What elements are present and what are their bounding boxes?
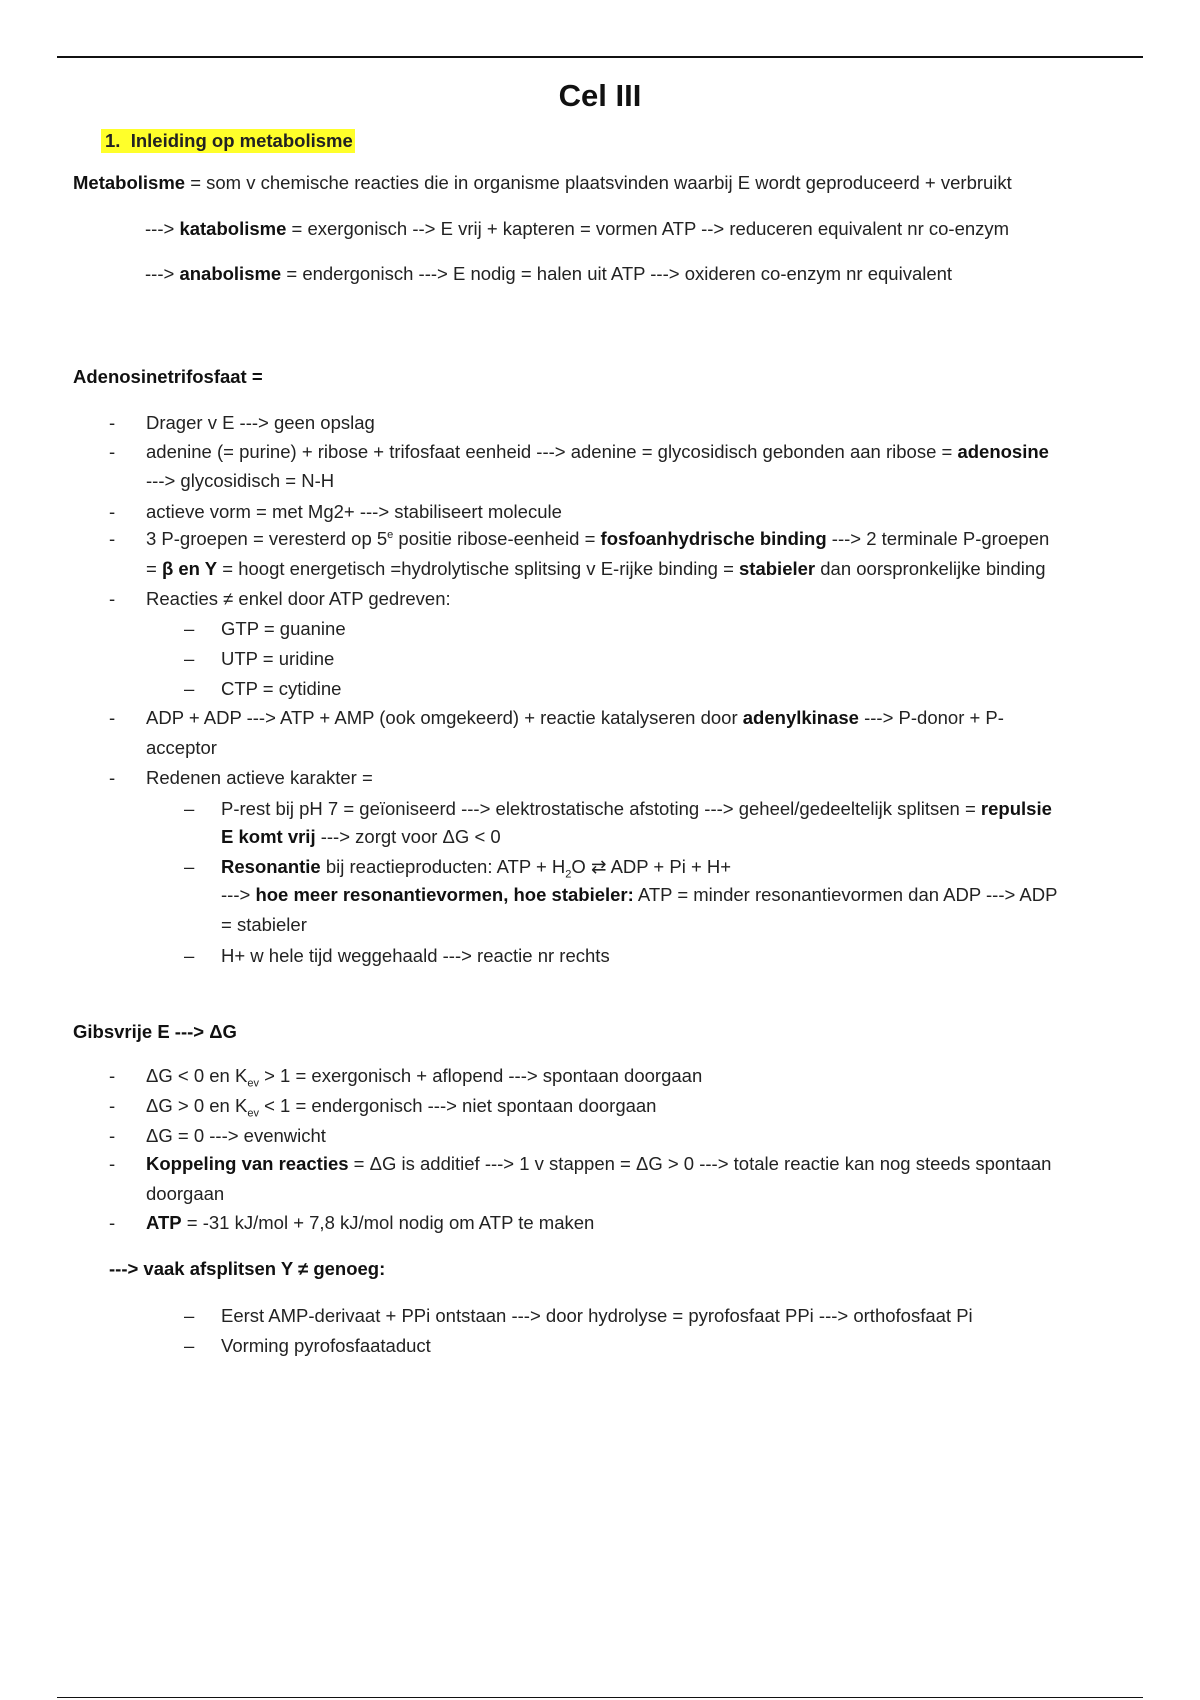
- section-title: Inleiding op metabolisme: [130, 130, 353, 151]
- gibbs-heading: Gibsvrije E ---> ΔG: [73, 1021, 237, 1042]
- top-rule: [57, 56, 1143, 58]
- metabolism-definition: Metabolisme = som v chemische reacties die in organisme plaatsvinden waarbij E wordt geproduceerd + verbruikt: [73, 172, 1012, 193]
- term-anabolism: anabolisme: [179, 263, 282, 284]
- section-heading: [101, 126, 355, 156]
- atp-heading: Adenosinetrifosfaat =: [73, 366, 263, 387]
- anabolism-line: ---> anabolisme = endergonisch ---> E nodig = halen uit ATP ---> oxideren co-enzym nr equivalent: [145, 263, 953, 284]
- catabolism-line: ---> katabolisme = exergonisch --> E vrij + kapteren = vormen ATP --> reduceren equivalent nr co-enzym: [145, 218, 1010, 239]
- page-title: Cel III: [558, 78, 642, 113]
- term-metabolism: Metabolisme: [73, 172, 186, 193]
- section-number: 1.: [105, 130, 121, 151]
- vaak-heading: ---> vaak afsplitsen Y ≠ genoeg:: [109, 1258, 386, 1279]
- bottom-rule: [57, 1697, 1143, 1698]
- term-catabolism: katabolisme: [179, 218, 287, 239]
